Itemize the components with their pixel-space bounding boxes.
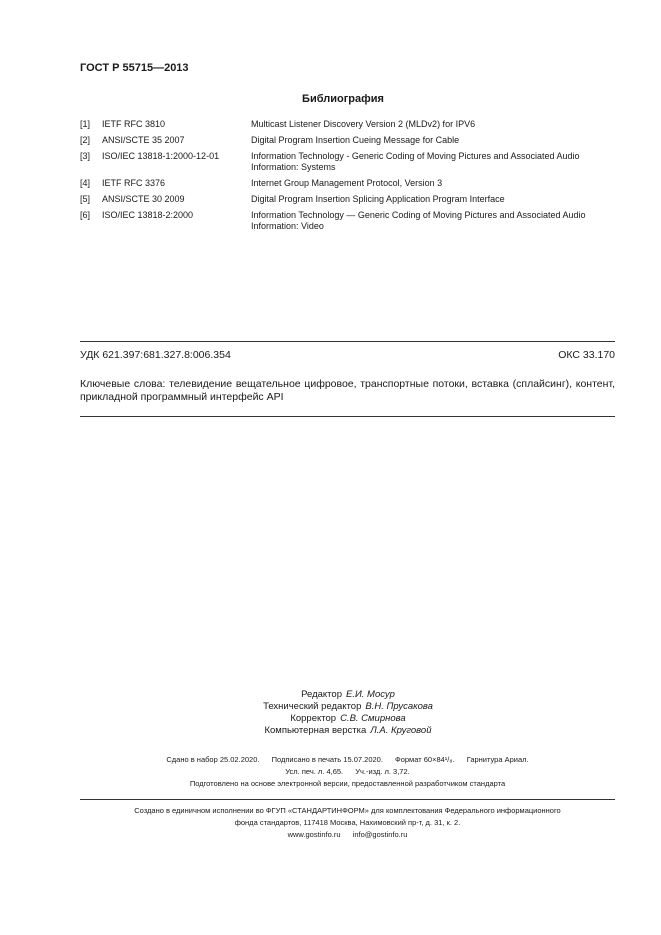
entry-title: Digital Program Insertion Cueing Message for Cable [251,135,460,145]
bibliography-entry [80,119,615,130]
entry-standard: ANSI/SCTE 35 2007 [102,135,185,145]
imprint-font: Гарнитура Ариал. [466,755,529,764]
entry-title: Internet Group Management Protocol, Version 3 [251,178,443,188]
entry-number: [6] [80,210,91,220]
staff-role: Корректор [290,713,337,724]
entry-number: [5] [80,194,91,204]
staff-name: С.В. Смирнова [340,713,406,724]
udk-code: УДК 621.397:681.327.8:006.354 [80,349,231,361]
entry-title: Information Technology - Generic Coding of Moving Pictures and Associated Audio Information: Systems [251,151,580,172]
bibliography-entry [80,178,615,189]
staff-role: Технический редактор [263,701,362,712]
staff-row [0,701,661,713]
entry-title: Multicast Listener Discovery Version 2 (MLDv2) for IPV6 [251,119,476,129]
bibliography-entry [80,210,615,232]
document-code: ГОСТ Р 55715—2013 [80,62,189,74]
staff-name: Л.А. Круговой [370,725,432,736]
imprint-prepared: Подготовлено на основе электронной версии, предоставленной разработчиком стандарта [189,779,506,788]
bibliography-entry [80,151,615,173]
bibliography-entry [80,135,615,146]
oks-code: ОКС 33.170 [558,349,615,361]
bibliography-entry [80,194,615,205]
imprint-sent: Сдано в набор 25.02.2020. [166,755,260,764]
footer-line: Создано в единичном исполнении во ФГУП «СТАНДАРТИНФОРМ» для комплектования Федерального информационного [134,806,561,815]
imprint-print-sheets: Усл. печ. л. 4,65. [285,767,344,776]
footer-contacts [80,829,615,841]
imprint-row [80,754,615,766]
staff-role: Редактор [301,689,342,700]
staff-row [0,713,661,725]
bibliography-title: Библиография [302,93,384,105]
entry-title: Digital Program Insertion Splicing Application Program Interface [251,194,505,204]
entry-standard: IETF RFC 3376 [102,178,166,188]
imprint [80,754,615,790]
entry-number: [4] [80,178,91,188]
entry-standard: ISO/IEC 13818-2:2000 [102,210,194,220]
imprint-signed: Подписано в печать 15.07.2020. [271,755,383,764]
footer-line: фонда стандартов, 117418 Москва, Нахимовский пр-т, д. 31, к. 2. [234,818,461,827]
editorial-staff [0,689,661,737]
entry-number: [3] [80,151,91,161]
entry-number: [1] [80,119,91,129]
divider [80,341,615,342]
entry-standard: IETF RFC 3810 [102,119,166,129]
imprint-pub-sheets: Уч.-изд. л. 3,72. [355,767,410,776]
website-link[interactable]: www.gostinfo.ru [287,830,341,839]
imprint-format: Формат 60×84¹/₈. [395,755,455,764]
divider [80,416,615,417]
imprint-row [80,766,615,778]
entry-title: Information Technology — Generic Coding of Moving Pictures and Associated Audio Information: Video [251,210,586,231]
bibliography-list [80,119,615,237]
staff-role: Компьютерная верстка [264,725,367,736]
entry-number: [2] [80,135,91,145]
staff-row [0,725,661,737]
footer [80,805,615,841]
email-link[interactable]: info@gostinfo.ru [352,830,408,839]
staff-name: В.Н. Прусакова [365,701,433,712]
entry-standard: ISO/IEC 13818-1:2000-12-01 [102,151,220,161]
staff-name: Е.И. Мосур [345,689,395,700]
keywords: Ключевые слова: телевидение вещательное цифровое, транспортные потоки, вставка (сплайсинг), контент, прикладной программный интерфейс API [80,378,615,403]
divider [80,799,615,800]
entry-standard: ANSI/SCTE 30 2009 [102,194,185,204]
staff-row [0,689,661,701]
